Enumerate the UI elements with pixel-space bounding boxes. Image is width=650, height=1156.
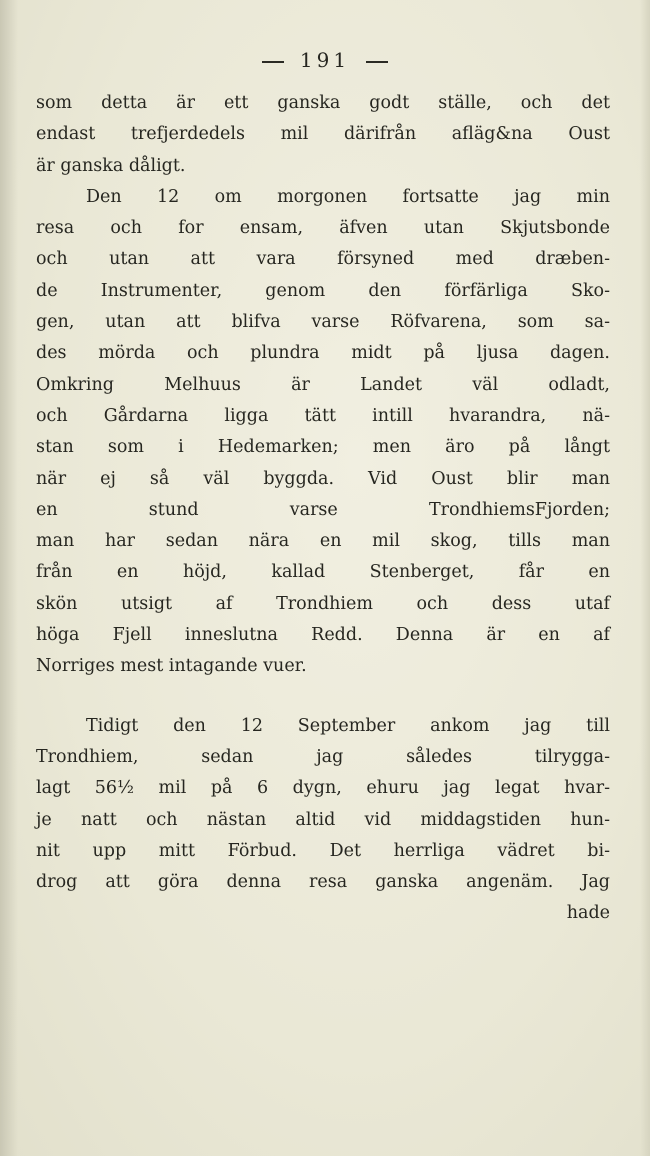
text-line: en stund varse TrondhiemsFjorden;: [36, 499, 610, 520]
spine-shadow: [0, 0, 18, 1156]
body-text: [36, 88, 610, 930]
text-line: stan som i Hedemarken; men äro på långt: [36, 437, 610, 458]
text-line: nit upp mitt Förbud. Det herrliga vädret bi-: [36, 840, 610, 861]
text-line: Den 12 om morgonen fortsatte jag min: [86, 186, 610, 207]
page-number: 191: [299, 48, 351, 72]
text-line: skön utsigt af Trondhiem och dess utaf: [36, 593, 610, 614]
text-line: och Gårdarna ligga tätt intill hvarandra, nä-: [36, 405, 610, 426]
text-line: de Instrumenter, genom den förfärliga Sko-: [36, 280, 610, 301]
right-dash: [366, 61, 388, 63]
text-line: från en höjd, kallad Stenberget, får en: [36, 562, 610, 583]
catchword: hade: [566, 903, 610, 924]
text-line: är ganska dåligt.: [36, 155, 186, 176]
page-edge: [640, 0, 650, 1156]
text-line: man har sedan nära en mil skog, tills man: [36, 531, 610, 552]
text-line: gen, utan att blifva varse Röfvarena, som sa-: [36, 312, 610, 333]
text-line: drog att göra denna resa ganska angenäm. Jag: [36, 872, 610, 893]
text-line: när ej så väl byggda. Vid Oust blir man: [36, 468, 610, 489]
text-line: Norriges mest intagande vuer.: [36, 656, 307, 677]
text-line: Tidigt den 12 September ankom jag till: [86, 715, 610, 736]
text-line: des mörda och plundra midt på ljusa dagen.: [36, 343, 610, 364]
text-line: Omkring Melhuus är Landet väl odladt,: [36, 374, 610, 395]
text-line: som detta är ett ganska godt ställe, och det: [36, 93, 610, 113]
text-line: je natt och nästan altid vid middagstiden hun-: [36, 809, 610, 830]
text-line: Trondhiem, sedan jag således tilrygga-: [36, 746, 610, 767]
text-line: höga Fjell inneslutna Redd. Denna är en af: [36, 625, 610, 646]
text-line: endast trefjerdedels mil därifrån afläg&na Oust: [36, 124, 610, 145]
page-number-header: [0, 48, 650, 72]
text-line: resa och for ensam, äfven utan Skjutsbonde: [36, 218, 610, 239]
left-dash: [262, 61, 284, 63]
text-line: och utan att vara försyned med dræben-: [36, 249, 610, 270]
text-line: lagt 56½ mil på 6 dygn, ehuru jag legat hvar-: [36, 778, 610, 799]
paragraph-gap: [36, 683, 610, 711]
